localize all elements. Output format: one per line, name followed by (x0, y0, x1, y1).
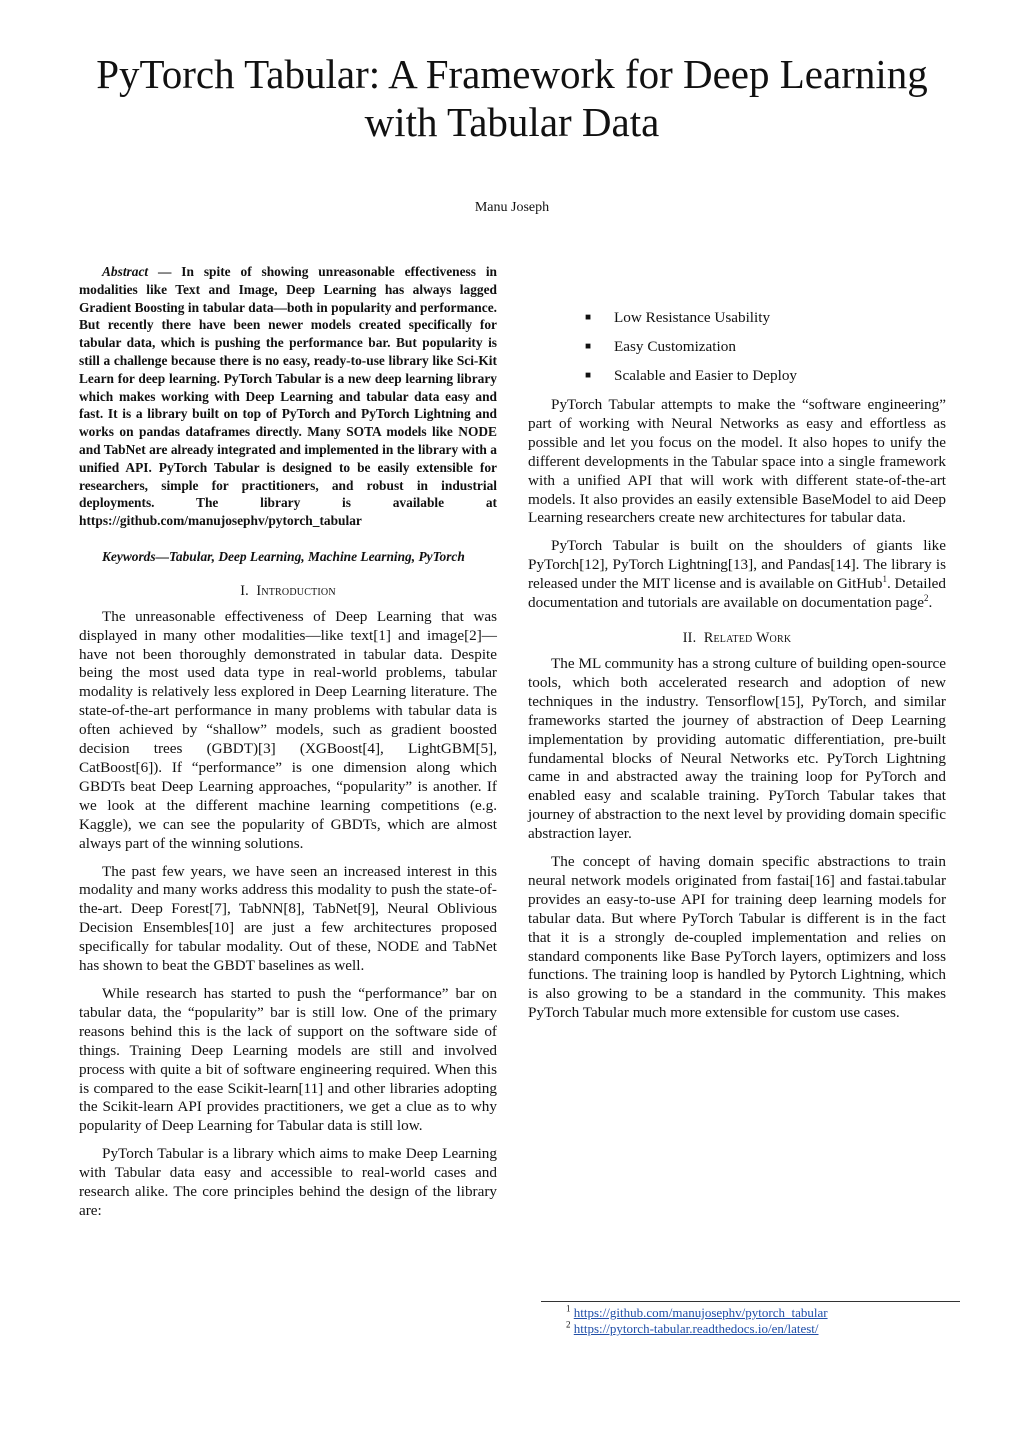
principles-list (528, 303, 946, 390)
footnote-divider (541, 1301, 960, 1302)
intro-paragraph-5: PyTorch Tabular attempts to make the “software engineering” part of working with Neural Networks as easy and effortless as possible and let you focus on the model. It also hopes to unify the different developments in the Tabular space into a single framework with a unified API that will work with different state-of-the-art models. It also provides an easily extensible BaseModel to aid Deep Learning researchers create new architectures for tabular data. (528, 396, 946, 527)
title-line-2: with Tabular Data (364, 99, 660, 145)
intro-paragraph-4-start (79, 1145, 497, 1221)
list-item (528, 303, 946, 332)
left-column (79, 263, 497, 1221)
related-paragraph-1: The ML community has a strong culture of building open-source tools, which both accelerated research and adoption of new techniques in the industry. Tensorflow[15], PyTorch, and similar frameworks started the journey of abstraction of Deep Learning implementation by providing automatic differentiation, pre-built fundamental blocks of Neural Networks etc. PyTorch Lightning came in and abstracted away the training loop for PyTorch and enabled easy and scalable training. PyTorch Tabular takes that journey of abstraction to the next level by providing domain specific abstraction layer. (528, 654, 946, 843)
list-item (528, 332, 946, 361)
abstract (79, 263, 497, 530)
section-heading-related-work (528, 629, 946, 647)
paper-title (0, 50, 1024, 146)
footnote-ref-2[interactable]: 2 (924, 593, 929, 603)
footnote-link-github[interactable]: https://github.com/manujosephv/pytorch_tabular (573, 1305, 828, 1320)
abstract-dash: — (148, 264, 182, 279)
footnote-link-docs[interactable]: https://pytorch-tabular.readthedocs.io/en/latest/ (573, 1321, 819, 1336)
intro-paragraph-6-a: PyTorch Tabular is built on the shoulders of giants like PyTorch[12], PyTorch Lightning[13], and Pandas[14]. The library is released under the MIT license and is available on GitHub (528, 537, 946, 593)
footnote-ref-1[interactable]: 1 (882, 574, 887, 585)
section-title: Related Work (703, 629, 792, 646)
footnote-1 (566, 1305, 828, 1321)
section-number: I. (240, 582, 249, 599)
right-column (528, 263, 946, 1032)
bullet-square-icon: ■ (585, 341, 592, 352)
intro-paragraph-6-b: . Detailed documentation and tutorials are available on documentation page (528, 575, 946, 612)
title-line-1: PyTorch Tabular: A Framework for Deep Learning (96, 51, 928, 97)
intro-paragraph-4-text: PyTorch Tabular is a library which aims to make Deep Learning with Tabular data easy and accessible to real-world cases and research alike. The core principles behind the design of the library are: (79, 1145, 497, 1219)
intro-paragraph-2: The past few years, we have seen an increased interest in this modality and many works address this modality to push the state-of-the-art. Deep Forest[7], TabNN[8], TabNet[9], Neural Oblivious Decision Ensembles[10] are just a few architectures proposed specifically for tabular modality. Out of these, NODE and TabNet has shown to beat the GBDT baselines as well. (79, 862, 497, 975)
intro-paragraph-6-c: . (928, 594, 933, 612)
intro-paragraph-6 (528, 537, 946, 613)
intro-paragraph-3: While research has started to push the “performance” bar on tabular data, the “popularity” bar is still low. One of the primary reasons behind this is the lack of support on the software side of things. Training Deep Learning models are still and involved process with quite a bit of software engineering required. When this is compared to the ease Scikit-learn[11] and other libraries adopting the Scikit-learn API provides practitioners, we get a clue as to why popularity of Deep Learning for Tabular data is still low. (79, 984, 497, 1135)
section-number: II. (682, 629, 697, 646)
list-item-label: Scalable and Easier to Deploy (614, 367, 798, 384)
list-item-label: Low Resistance Usability (614, 309, 771, 326)
list-item (528, 361, 946, 390)
section-heading-introduction (79, 582, 497, 600)
abstract-body: In spite of showing unreasonable effectiveness in modalities like Text and Image, Deep Learning has always lagged Gradient Boosting in tabular data—both in popularity and performance. But recently there have been newer models created specifically for tabular data, which is pushing the performance bar. But popularity is still a challenge because there is no easy, ready-to-use library like Sci-Kit Learn for deep learning. PyTorch Tabular is a new deep learning library which makes working with Deep Learning and tabular data easy and fast. It is a library built on top of PyTorch and PyTorch Lightning and works on pandas dataframes directly. Many SOTA models like NODE and TabNet are already integrated and implemented in the library with a unified API. PyTorch Tabular is designed to be easily extensible for researchers, simple for practitioners, and robust in industrial deployments. The library is available at https://github.com/manujosephv/pytorch_tabular (79, 264, 497, 529)
footnote-mark: 1 (566, 1303, 571, 1314)
bullet-square-icon: ■ (585, 370, 592, 381)
author-name: Manu Joseph (474, 200, 550, 215)
abstract-lead: Abstract (102, 264, 149, 279)
footnote-mark: 2 (566, 1319, 571, 1330)
bullet-square-icon: ■ (585, 312, 592, 323)
related-paragraph-2: The concept of having domain specific abstractions to train neural network models originated from fastai[16] and fastai.tabular provides an easy-to-use API for training deep learning models for tabular data. But where PyTorch Tabular is different is in the fact that it is a strongly de-coupled implementation and relies on standard components like Base PyTorch layers, optimizers and loss functions. The training loop is handled by Pytorch Lightning, which is also growing to be a standard in the community. This makes PyTorch Tabular much more extensible for custom use cases. (528, 853, 946, 1022)
footnotes (566, 1305, 828, 1337)
intro-paragraph-1: The unreasonable effectiveness of Deep Learning that was displayed in many other modalities—like text[1] and image[2]—have not been thoroughly demonstrated in tabular data. Despite being the most used data type in real-world problems, tabular modality is relatively less explored in Deep Learning literature. The state-of-the-art performance in many problems with tabular data is often achieved by “shallow” models, such as gradient boosted decision trees (GBDT)[3] (XGBoost[4], LightGBM[5], CatBoost[6]). If “performance” is one dimension along which GBDTs beat Deep Learning approaches, “popularity” is another. If we look at the different machine learning competitions (e.g. Kaggle), we can see the popularity of GBDTs, which are almost always part of the winning solutions. (79, 607, 497, 852)
section-title: Introduction (256, 582, 336, 599)
keywords: Keywords—Tabular, Deep Learning, Machine Learning, PyTorch (102, 548, 465, 564)
list-item-label: Easy Customization (614, 338, 736, 355)
footnote-2 (566, 1321, 828, 1337)
